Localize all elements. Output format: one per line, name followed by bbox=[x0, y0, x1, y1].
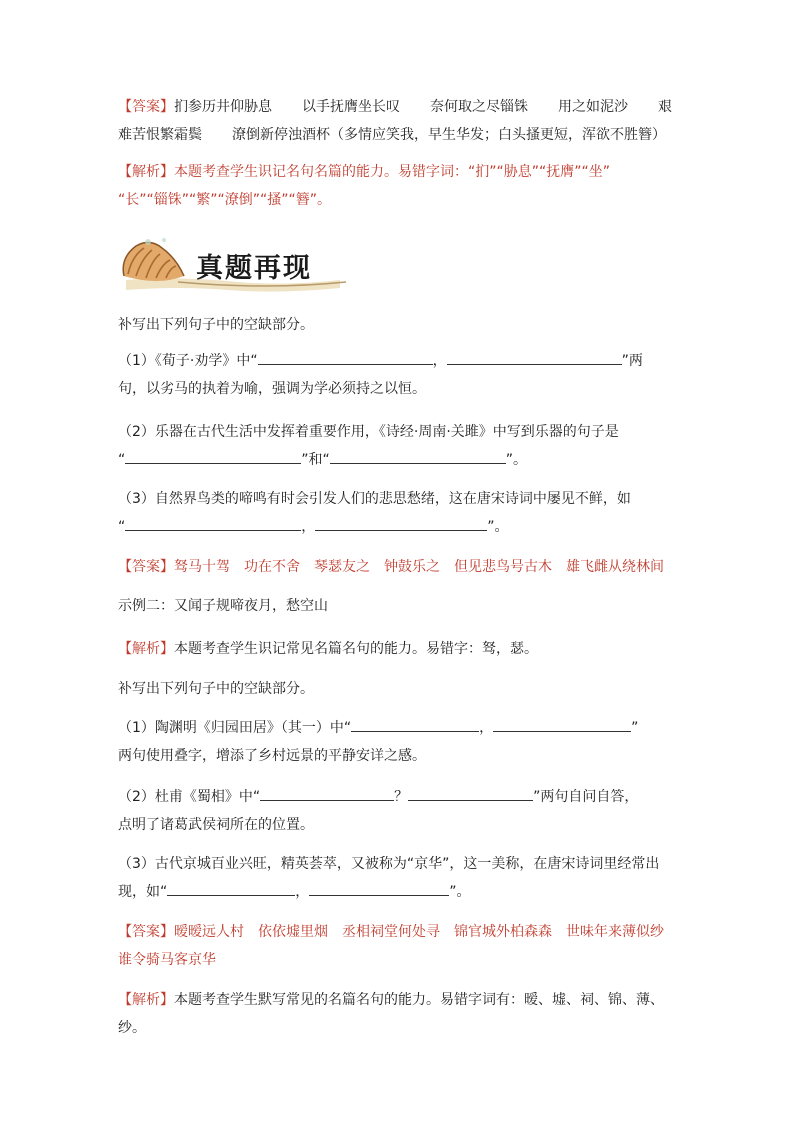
answer-block-2 bbox=[118, 553, 686, 581]
answer-item: 世味年来薄似纱 bbox=[566, 924, 664, 940]
answer-item: 用之如泥沙 bbox=[558, 99, 628, 115]
analysis-block-1 bbox=[118, 158, 686, 214]
answer-line-2 bbox=[118, 121, 686, 149]
answer-blank[interactable] bbox=[167, 879, 295, 896]
answer-blank[interactable] bbox=[258, 348, 433, 365]
question-text: （2）杜甫《蜀相》中“ bbox=[118, 789, 261, 805]
question-text: ， bbox=[479, 720, 494, 736]
answer-block-3 bbox=[118, 918, 686, 974]
question-text: “ bbox=[118, 519, 126, 535]
question-text: （1）《荀子·劝学》中“ bbox=[118, 353, 258, 369]
section-banner bbox=[118, 236, 348, 296]
answer-item: 奈何取之尽锱铢 bbox=[430, 99, 528, 115]
question-text: ”两句自问自答， bbox=[533, 789, 639, 805]
answer-item: 难苦恨繁霜鬓 bbox=[118, 127, 202, 143]
analysis-text: 本题考查学生默写常见的名篇名句的能力。易错字词有：暧、墟、祠、锦、薄、纱。 bbox=[118, 992, 664, 1036]
question-text: （2）乐器在古代生活中发挥着重要作用，《诗经·周南·关雎》中写到乐器的句子是 bbox=[118, 424, 619, 440]
answer-item: 谁令骑马客京华 bbox=[118, 952, 216, 968]
question-text: ”。 bbox=[487, 519, 509, 535]
analysis-tag: 【解析】 bbox=[118, 992, 174, 1008]
question-text: 点明了诸葛武侯祠所在的位置。 bbox=[118, 817, 314, 833]
question-1-3 bbox=[118, 485, 686, 541]
question-set-1 bbox=[118, 311, 686, 339]
answer-item: 以手抚膺坐长叹 bbox=[302, 99, 400, 115]
answer-item: 驽马十驾 bbox=[174, 559, 230, 575]
answer-blank[interactable] bbox=[315, 514, 487, 531]
question-2-3 bbox=[118, 850, 686, 906]
answer-blank[interactable] bbox=[330, 447, 506, 464]
question-text: 两句使用叠字，增添了乡村远景的平静安详之感。 bbox=[118, 748, 426, 764]
question-text: ， bbox=[295, 884, 310, 900]
question-text: （3）古代京城百业兴旺，精英荟萃，又被称为“京华”，这一美称，在唐宋诗词里经常出 bbox=[118, 856, 660, 872]
answer-item: 潦倒新停浊酒杯（多情应笑我，早生华发；白头搔更短，浑欲不胜簪） bbox=[232, 127, 666, 143]
question-text: （3）自然界鸟类的啼鸣有时会引发人们的悲思愁绪，这在唐宋诗词中屡见不鲜，如 bbox=[118, 491, 631, 507]
answer-item: 锦官城外柏森森 bbox=[454, 924, 552, 940]
question-text: ”两 bbox=[621, 353, 643, 369]
question-text: ” bbox=[631, 720, 639, 736]
question-intro: 补写出下列句子中的空缺部分。 bbox=[118, 681, 314, 697]
answer-item: 钟鼓乐之 bbox=[384, 559, 440, 575]
answer-item: 依依墟里烟 bbox=[258, 924, 328, 940]
question-text: ， bbox=[432, 353, 447, 369]
question-1-2 bbox=[118, 418, 686, 474]
analysis-text: 本题考查学生识记名句名篇的能力。易错字词：“扪”“胁息”“抚膺”“坐” bbox=[174, 164, 611, 180]
question-text: ？ bbox=[394, 789, 409, 805]
answer-blank[interactable] bbox=[125, 447, 301, 464]
question-2-2 bbox=[118, 783, 686, 839]
answer-blank[interactable] bbox=[260, 784, 394, 801]
question-text: ”。 bbox=[449, 884, 471, 900]
analysis-text: 本题考查学生识记常见名篇名句的能力。易错字：驽，瑟。 bbox=[174, 641, 538, 657]
answer-item: 暧暧远人村 bbox=[174, 924, 244, 940]
answer-item: 琴瑟友之 bbox=[314, 559, 370, 575]
analysis-block-2 bbox=[118, 635, 686, 663]
question-text: （1）陶渊明《归园田居》（其一）中“ bbox=[118, 720, 352, 736]
answer-blank[interactable] bbox=[309, 879, 449, 896]
question-set-2 bbox=[118, 675, 686, 703]
answer-item: 但见悲鸟号古木 bbox=[454, 559, 552, 575]
answer-blank[interactable] bbox=[493, 715, 631, 732]
answer-block-1 bbox=[118, 93, 686, 149]
question-text: “ bbox=[118, 452, 126, 468]
question-1-1 bbox=[118, 347, 686, 403]
answer-blank[interactable] bbox=[447, 348, 622, 365]
question-text: 句，以劣马的执着为喻，强调为学必须持之以恒。 bbox=[118, 381, 426, 397]
example-text: 示例二：又闻子规啼夜月，愁空山 bbox=[118, 598, 328, 614]
answer-blank[interactable] bbox=[125, 514, 301, 531]
section-title: 真题再现 bbox=[196, 253, 312, 284]
answer-item: 丞相祠堂何处寻 bbox=[342, 924, 440, 940]
answer-item: 艰 bbox=[658, 99, 672, 115]
answer-item: 雄飞雌从绕林间 bbox=[566, 559, 664, 575]
question-2-1 bbox=[118, 714, 686, 770]
analysis-tag: 【解析】 bbox=[118, 164, 174, 180]
analysis-tag: 【解析】 bbox=[118, 641, 174, 657]
answer-blank[interactable] bbox=[408, 784, 533, 801]
question-text: ”和“ bbox=[301, 452, 330, 468]
question-intro: 补写出下列句子中的空缺部分。 bbox=[118, 317, 314, 333]
question-text: ”。 bbox=[505, 452, 528, 468]
analysis-block-3 bbox=[118, 986, 686, 1042]
answer-item: 功在不舍 bbox=[244, 559, 300, 575]
answer-blank[interactable] bbox=[351, 715, 479, 732]
answer-tag: 【答案】 bbox=[118, 99, 174, 115]
answer-item: 扪参历井仰胁息 bbox=[174, 99, 272, 115]
answer-tag: 【答案】 bbox=[118, 924, 174, 940]
question-text: 现，如“ bbox=[118, 884, 168, 900]
answer-line-1 bbox=[118, 93, 686, 121]
answer-tag: 【答案】 bbox=[118, 559, 174, 575]
analysis-text-2: “长”“锱铢”“繁”“潦倒”“搔”“簪”。 bbox=[118, 192, 332, 208]
question-text: ， bbox=[301, 519, 316, 535]
example-line bbox=[118, 592, 686, 620]
